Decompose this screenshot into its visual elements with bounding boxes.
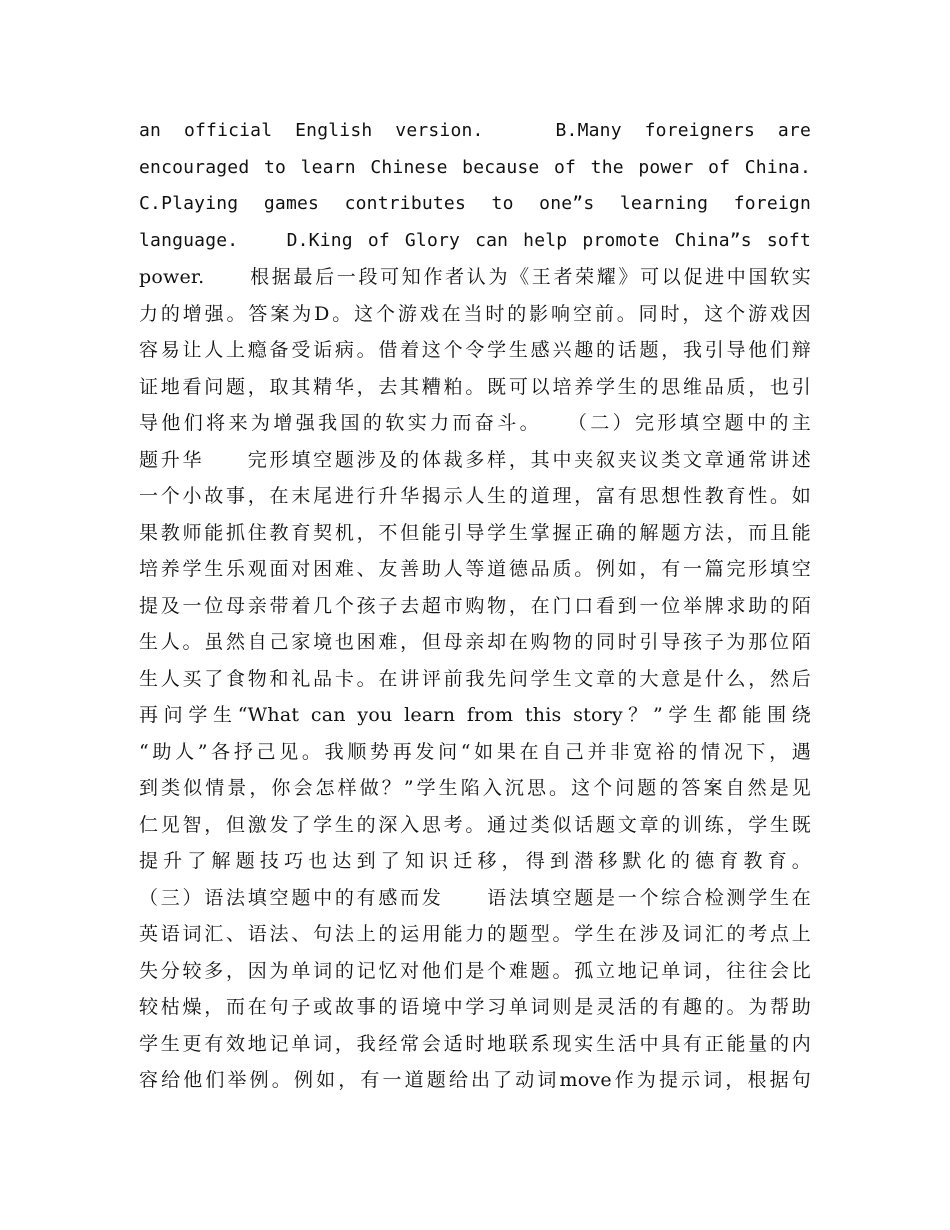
text-line: 到类似情景，你会怎样做？”学生陷入沉思。这个问题的答案自然是见 bbox=[139, 777, 811, 799]
text-line: 一个小故事，在末尾进行升华揭示人生的道理，富有思想性教育性。如 bbox=[139, 485, 811, 507]
text-line: 仁见智，但激发了学生的深入思考。通过类似话题文章的训练，学生既 bbox=[139, 813, 811, 836]
text-line: 英语词汇、语法、句法上的运用能力的题型。学生在涉及词汇的考点上 bbox=[139, 923, 811, 945]
text-line: 力的增强。答案为D。这个游戏在当时的影响空前。同时，这个游戏因 bbox=[139, 302, 811, 325]
text-line: 生人。虽然自己家境也困难，但母亲却在购物的同时引导孩子为那位陌 bbox=[139, 631, 811, 653]
text-line: 再问学生“What can you learn from this story？”学生都能围绕 bbox=[139, 704, 811, 726]
text-line: “助人”各抒己见。我顺势再发问“如果在自己并非宽裕的情况下，遇 bbox=[139, 740, 811, 763]
text-line: 容给他们举例。例如，有一道题给出了动词move作为提示词，根据句 bbox=[139, 1069, 811, 1091]
text-line: 提升了解题技巧也达到了知识迁移，得到潜移默化的德育教育。 bbox=[139, 850, 811, 872]
text-line: 题升华 完形填空题涉及的体裁多样，其中夹叙夹议类文章通常讲述 bbox=[139, 448, 811, 471]
text-line: 失分较多，因为单词的记忆对他们是个难题。孤立地记单词，往往会比 bbox=[139, 959, 811, 982]
text-line: 提及一位母亲带着几个孩子去超市购物，在门口看到一位举牌求助的陌 bbox=[139, 594, 811, 617]
text-line: 证地看问题，取其精华，去其糟粕。既可以培养学生的思维品质，也引 bbox=[139, 375, 811, 398]
text-line: encouraged to learn Chinese because of the power of China. bbox=[139, 156, 811, 178]
text-line: 较枯燥，而在句子或故事的语境中学习单词则是灵活的有趣的。为帮助 bbox=[139, 996, 811, 1018]
text-line: language. D.King of Glory can help promote China”s soft bbox=[139, 229, 811, 251]
text-line: 学生更有效地记单词，我经常会适时地联系现实生活中具有正能量的内 bbox=[139, 1032, 811, 1055]
text-line: 果教师能抓住教育契机，不但能引导学生掌握正确的解题方法，而且能 bbox=[139, 521, 811, 544]
text-line: 培养学生乐观面对困难、友善助人等道德品质。例如，有一篇完形填空 bbox=[139, 558, 811, 580]
text-line: 容易让人上瘾备受诟病。借着这个令学生感兴趣的话题，我引导他们辩 bbox=[139, 339, 811, 361]
text-line: （三）语法填空题中的有感而发 语法填空题是一个综合检测学生在 bbox=[139, 886, 811, 909]
text-line: an official English version. B.Many foreigners are bbox=[139, 120, 811, 141]
body-text bbox=[139, 113, 811, 1099]
text-line: power. 根据最后一段可知作者认为《王者荣耀》可以促进中国软实 bbox=[139, 266, 811, 288]
text-line: 生人买了食物和礼品卡。在讲评前我先问学生文章的大意是什么，然后 bbox=[139, 667, 811, 690]
text-line: C.Playing games contributes to one”s learning foreign bbox=[139, 193, 811, 214]
text-line: 导他们将来为增强我国的软实力而奋斗。 （二）完形填空题中的主 bbox=[139, 412, 811, 434]
